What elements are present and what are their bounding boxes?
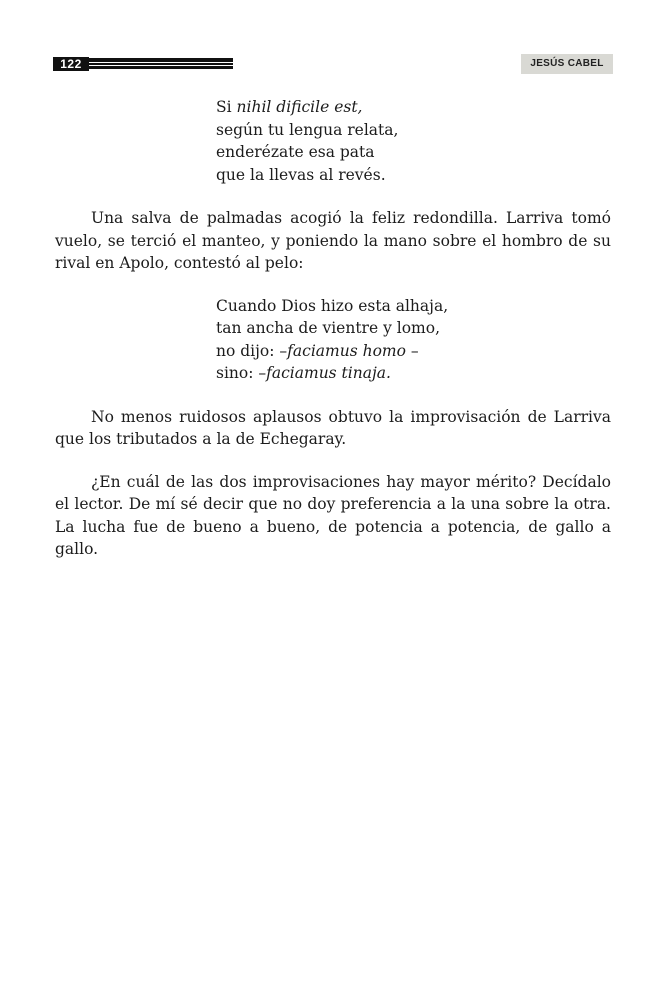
verse-line: enderézate esa pata — [216, 143, 375, 161]
verse-line — [216, 340, 611, 363]
verse-text: sino: – — [216, 364, 267, 382]
verse-line — [216, 362, 611, 385]
verse-latin-italic: faciamus homo — [287, 341, 406, 360]
page-header — [53, 52, 613, 78]
verse-text: no dijo: – — [216, 341, 288, 360]
paragraph: Una salva de palmadas acogió la feliz redondilla. Larriva tomó vuelo, se terció el manteo, y poniendo la mano sobre el hombro de su rival en Apolo, contestó al pelo: — [55, 209, 611, 272]
page-number: 122 — [53, 57, 89, 71]
page-body — [55, 96, 611, 561]
verse-stanza-2 — [216, 295, 611, 385]
verse-stanza-1 — [216, 96, 611, 186]
verse-text: – — [405, 341, 419, 360]
verse-line: Cuando Dios hizo esta alhaja, — [216, 296, 449, 315]
paragraph: ¿En cuál de las dos improvisaciones hay mayor mérito? Decídalo el lector. De mí sé decir que no doy preferencia a la una sobre la otra. La lucha fue de bueno a bueno, de potencia a potencia, de gallo a gallo. — [55, 472, 611, 558]
paragraph: No menos ruidosos aplausos obtuvo la improvisación de Larriva que los tributados a la de Echegaray. — [55, 407, 611, 448]
verse-line: que la llevas al revés. — [216, 165, 386, 184]
header-rule — [89, 58, 233, 69]
verse-text: Si — [216, 98, 237, 116]
verse-latin-italic: faciamus tinaja. — [266, 364, 391, 382]
verse-line: según tu lengua relata, — [216, 120, 399, 139]
verse-latin-italic: nihil dificile est, — [236, 98, 363, 116]
verse-line — [216, 96, 611, 119]
verse-line: tan ancha de vientre y lomo, — [216, 319, 440, 337]
running-head-author: JESÚS CABEL — [521, 54, 613, 74]
